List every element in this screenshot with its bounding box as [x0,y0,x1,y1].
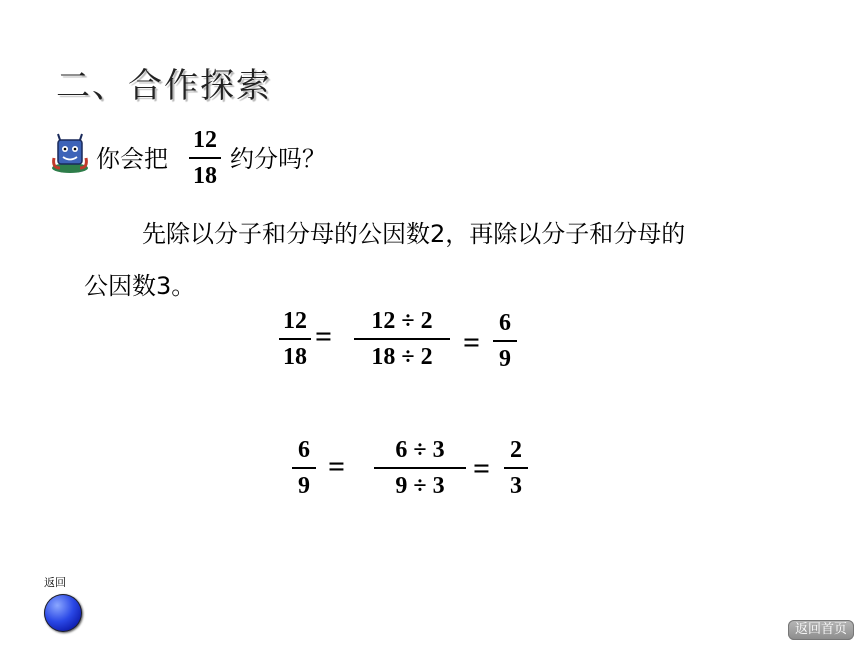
eq2-equals-1: = [328,450,346,483]
eq1-rhs-den: 9 [499,346,511,372]
eq1-rhs-num: 6 [499,310,511,336]
fraction-bar [279,338,311,340]
eq2-lhs-num: 6 [298,437,310,463]
explanation-line-1: 先除以分子和分母的公因数2，再除以分子和分母的 [142,220,686,248]
cartoon-character-icon [50,132,90,174]
eq1-mid-fraction [354,307,450,371]
page-title: 二、合作探索 [56,66,272,106]
eq2-mid-num: 6 ÷ 3 [395,437,445,463]
eq1-rhs-fraction [493,309,517,373]
fraction-bar [292,467,316,469]
back-button[interactable] [44,594,82,632]
fraction-bar [354,338,450,340]
eq1-lhs-num: 12 [283,308,307,334]
fraction-denominator: 18 [193,163,217,189]
question-fraction [189,126,221,190]
eq1-mid-num: 12 ÷ 2 [371,308,433,334]
eq2-rhs-fraction [504,436,528,500]
eq2-equals-2: = [473,452,491,485]
eq2-mid-fraction [374,436,466,500]
eq2-rhs-num: 2 [510,437,522,463]
question-prefix: 你会把 [96,145,168,173]
eq1-lhs-fraction [279,307,311,371]
eq1-equals-1: = [315,320,333,353]
fraction-bar [504,467,528,469]
fraction-bar [493,340,517,342]
eq1-equals-2: = [463,326,481,359]
eq2-lhs-den: 9 [298,473,310,499]
fraction-bar [189,157,221,159]
eq1-lhs-den: 18 [283,344,307,370]
back-label: 返回 [44,576,66,589]
eq2-mid-den: 9 ÷ 3 [395,473,445,499]
fraction-bar [374,467,466,469]
home-button[interactable]: 返回首页 [788,620,854,640]
fraction-numerator: 12 [193,127,217,153]
eq2-lhs-fraction [292,436,316,500]
explanation-line-2: 公因数3。 [84,272,196,300]
eq2-rhs-den: 3 [510,473,522,499]
eq1-mid-den: 18 ÷ 2 [371,344,433,370]
question-suffix: 约分吗？ [230,145,326,173]
